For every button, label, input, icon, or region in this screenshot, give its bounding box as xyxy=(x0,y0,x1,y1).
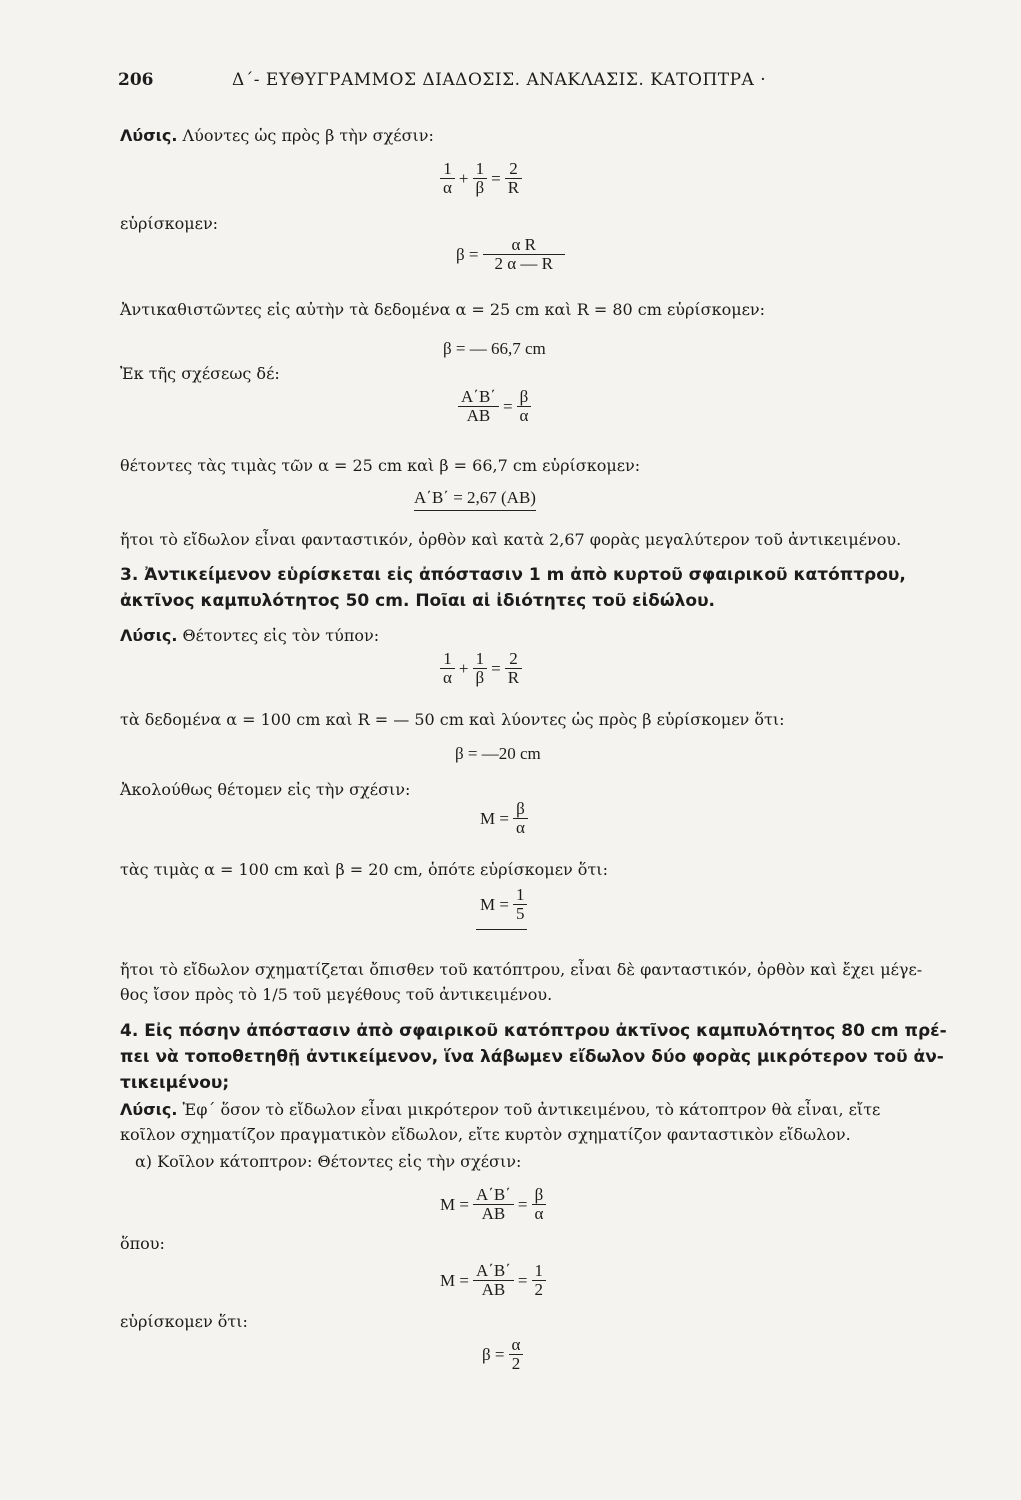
fraction: $\frac{A΄B΄}{AB}$ xyxy=(473,1186,514,1223)
fraction: $\frac{1}{\alpha}$ xyxy=(440,650,455,687)
solution-label: Λύσις. xyxy=(120,626,178,645)
fraction: $\frac{A΄B΄}{AB}$ xyxy=(473,1262,514,1299)
paragraph xyxy=(120,1100,880,1120)
text-line: Ἐκ τῆς σχέσεως δέ: xyxy=(120,364,280,383)
text-line: θος ἴσον πρὸς τὸ 1/5 τοῦ μεγέθους τοῦ ἀντικειμένου. xyxy=(120,985,553,1004)
text-line: ὅπου: xyxy=(120,1234,165,1253)
fraction: $\frac{1}{\beta}$ xyxy=(473,650,488,687)
fraction: $\frac{2}{R}$ xyxy=(505,650,522,687)
equation-beta: β = $\frac{\text{α R}}{2 \alpha — R}$ xyxy=(452,236,565,273)
fraction: $\frac{1}{5}$ xyxy=(513,886,528,923)
fraction: $\frac{\alpha}{2}$ xyxy=(509,1336,524,1373)
equation-ratio: $\frac{A΄B΄}{AB}$ = $\frac{\beta}{\alpha}$ xyxy=(458,388,531,425)
text-line: τὰς τιμὰς α = 100 cm καὶ β = 20 cm, ὁπότε εὑρίσκομεν ὅτι: xyxy=(120,860,608,879)
solution-label: Λύσις. xyxy=(120,1100,178,1119)
solution-label: Λύσις. xyxy=(120,126,178,145)
equation-magnification: M = $\frac{A΄B΄}{AB}$ = $\frac{\beta}{\alpha}$ xyxy=(436,1186,546,1223)
equation-lens-formula: $\frac{1}{\alpha}$ + $\frac{1}{\beta}$ = $\frac{2}{R}$ xyxy=(440,650,522,687)
equation-beta-value: β = —20 cm xyxy=(455,744,541,763)
equation-lens-formula: $\frac{1}{\alpha}$ + $\frac{1}{\beta}$ = $\frac{2}{R}$ xyxy=(440,160,522,197)
equation-beta-half: β = $\frac{\alpha}{2}$ xyxy=(478,1336,523,1373)
text-line: Ἐφ΄ ὅσον τὸ εἴδωλον εἶναι μικρότερον τοῦ ἀντικειμένου, τὸ κάτοπτρον θὰ εἶναι, εἴτε xyxy=(182,1100,881,1119)
fraction: $\frac{1}{2}$ xyxy=(532,1262,547,1299)
fraction: $\frac{1}{\beta}$ xyxy=(473,160,488,197)
text-line: Ἀντικαθιστῶντες εἰς αὐτὴν τὰ δεδομένα α = 25 cm καὶ R = 80 cm εὑρίσκομεν: xyxy=(120,300,766,319)
fraction: $\frac{A΄B΄}{AB}$ xyxy=(458,388,499,425)
fraction: $\frac{\beta}{\alpha}$ xyxy=(517,388,532,425)
text-line: θέτοντες τὰς τιμὰς τῶν α = 25 cm καὶ β = 66,7 cm εὑρίσκομεν: xyxy=(120,456,641,475)
text-line: ἤτοι τὸ εἴδωλον εἶναι φανταστικόν, ὀρθὸν καὶ κατὰ 2,67 φορὰς μεγαλύτερον τοῦ ἀντικειμένου. xyxy=(120,530,902,549)
problem-statement: ἀκτῖνος καμπυλότητος 50 cm. Ποῖαι αἱ ἰδιότητες τοῦ εἰδώλου. xyxy=(120,591,716,611)
equation-beta-value: β = — 66,7 cm xyxy=(443,339,546,358)
fraction: $\frac{\beta}{\alpha}$ xyxy=(532,1186,547,1223)
text-line: Ἀκολούθως θέτομεν εἰς τὴν σχέσιν: xyxy=(120,780,411,799)
text-line: εὑρίσκομεν ὅτι: xyxy=(120,1312,248,1331)
problem-statement: τικειμένου; xyxy=(120,1073,230,1093)
text-line: ἤτοι τὸ εἴδωλον σχηματίζεται ὄπισθεν τοῦ κατόπτρου, εἶναι δὲ φανταστικόν, ὀρθὸν καὶ ἔχει μέγε- xyxy=(120,960,923,979)
paragraph xyxy=(120,126,434,146)
text-line: Θέτοντες εἰς τὸν τύπον: xyxy=(182,626,380,645)
fraction: $\frac{\beta}{\alpha}$ xyxy=(513,800,528,837)
equation-magnification: M = $\frac{\beta}{\alpha}$ xyxy=(476,800,528,837)
problem-statement: 3. Ἀντικείμενον εὑρίσκεται εἰς ἀπόστασιν 1 m ἀπὸ κυρτοῦ σφαιρικοῦ κατόπτρου, xyxy=(120,565,906,585)
text-line: α) Κοῖλον κάτοπτρον: Θέτοντες εἰς τὴν σχέσιν: xyxy=(135,1152,522,1171)
text-line: εὑρίσκομεν: xyxy=(120,214,219,233)
problem-statement: πει νὰ τοποθετηθῇ ἀντικείμενον, ἵνα λάβωμεν εἴδωλον δύο φορὰς μικρότερον τοῦ ἀν- xyxy=(120,1047,944,1067)
page-number: 206 xyxy=(118,70,154,90)
problem-statement: 4. Εἰς πόσην ἀπόστασιν ἀπὸ σφαιρικοῦ κατόπτρου ἀκτῖνος καμπυλότητος 80 cm πρέ- xyxy=(120,1021,947,1041)
result-underlined: A΄B΄ = 2,67 (AB) xyxy=(414,488,536,511)
fraction: $\frac{2}{R}$ xyxy=(505,160,522,197)
text-line: Λύοντες ὡς πρὸς β τὴν σχέσιν: xyxy=(182,126,434,145)
equation-magnification-result: M = $\frac{1}{5}$ xyxy=(476,886,527,930)
equation-magnification-half: M = $\frac{A΄B΄}{AB}$ = $\frac{1}{2}$ xyxy=(436,1262,546,1299)
paragraph xyxy=(120,626,379,646)
text-line: τὰ δεδομένα α = 100 cm καὶ R = — 50 cm καὶ λύοντες ὡς πρὸς β εὑρίσκομεν ὅτι: xyxy=(120,710,785,729)
running-title: Δ΄- ΕΥΘΥΓΡΑΜΜΟΣ ΔΙΑΔΟΣΙΣ. ΑΝΑΚΛΑΣΙΣ. ΚΑΤΟΠΤΡΑ · xyxy=(232,70,767,90)
fraction: $\frac{\text{α R}}{2 \alpha — R}$ xyxy=(483,236,566,273)
fraction: $\frac{1}{\alpha}$ xyxy=(440,160,455,197)
text-line: κοῖλον σχηματίζον πραγματικὸν εἴδωλον, εἴτε κυρτὸν σχηματίζον φανταστικὸν εἴδωλον. xyxy=(120,1125,851,1144)
